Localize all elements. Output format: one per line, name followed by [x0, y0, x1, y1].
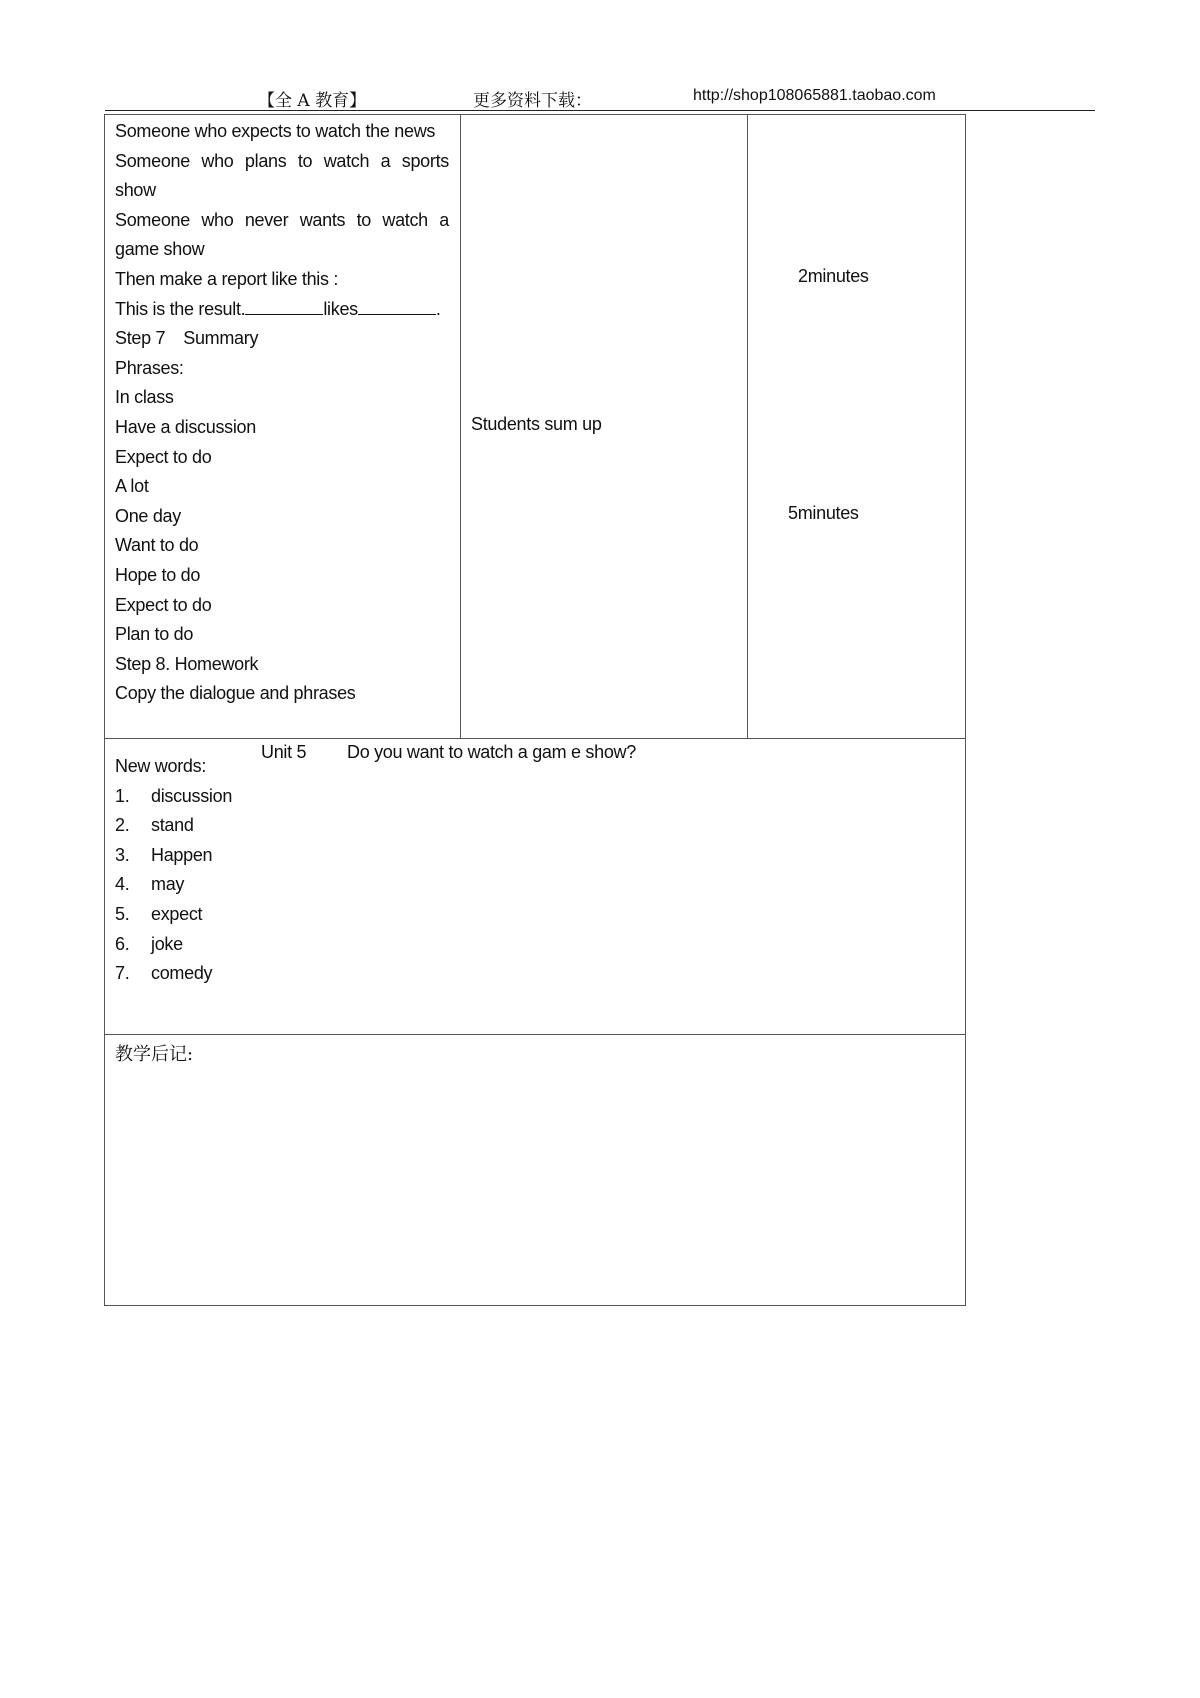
step7-label: Step 7 [115, 328, 166, 349]
report-text-b: likes [323, 298, 358, 319]
header-brand: 【全 A 教育】 [258, 91, 367, 111]
list-item [115, 959, 232, 989]
item-number: 5. [115, 903, 130, 924]
procedure-line-3: show [115, 180, 156, 201]
procedure-line-5: game show [115, 239, 205, 260]
row-divider-2 [104, 1034, 966, 1035]
word: Someone [115, 150, 190, 171]
student-activity: Students sum up [471, 414, 602, 434]
header-url: http://shop108065881.taobao.com [693, 87, 936, 104]
item-word: joke [151, 933, 183, 954]
word: sports [401, 150, 449, 171]
word: who [201, 150, 234, 171]
item-number: 3. [115, 844, 130, 865]
procedure-line-1: Someone who expects to watch the news [115, 121, 436, 141]
word: watch [323, 150, 370, 171]
phrase-item: Want to do [115, 535, 199, 556]
unit-title: Do you want to watch a gam e show? [347, 742, 636, 762]
item-number: 7. [115, 963, 130, 984]
step8-heading: Step 8. Homework [115, 653, 259, 674]
phrase-item: One day [115, 505, 181, 526]
phrases-heading: Phrases: [115, 357, 184, 378]
item-word: stand [151, 815, 194, 836]
report-text-a: This is the result. [115, 298, 246, 319]
teaching-notes-label: 教学后记: [115, 1044, 194, 1065]
column-divider-2 [747, 114, 748, 738]
phrase-item: A lot [115, 476, 149, 497]
time-estimate-1: 2minutes [798, 266, 869, 286]
report-instruction: Then make a report like this : [115, 268, 339, 289]
word: watch [382, 209, 428, 230]
page-header [0, 86, 1200, 112]
new-words-heading: New words: [115, 756, 207, 776]
item-number: 4. [115, 874, 130, 895]
row-divider-1 [104, 738, 966, 739]
item-number: 6. [115, 933, 130, 954]
item-word: expect [151, 903, 203, 924]
procedure-line-2 [115, 147, 449, 177]
phrase-item: Expect to do [115, 446, 212, 467]
word: a [380, 150, 391, 171]
item-word: comedy [151, 963, 213, 984]
phrase-item: In class [115, 387, 174, 408]
procedure-cell [115, 117, 449, 709]
homework-text: Copy the dialogue and phrases [115, 683, 356, 704]
word: a [439, 209, 449, 230]
blank-line [358, 298, 436, 315]
list-item [115, 930, 232, 960]
word: to [356, 209, 372, 230]
procedure-line-4 [115, 206, 449, 236]
word: who [201, 209, 234, 230]
list-item [115, 782, 232, 812]
word: wants [299, 209, 346, 230]
phrase-item: Hope to do [115, 564, 201, 585]
word: plans [244, 150, 287, 171]
item-word: discussion [151, 785, 233, 806]
step7-heading [115, 324, 449, 354]
report-template [115, 295, 449, 325]
list-item [115, 870, 232, 900]
blank-line [245, 298, 323, 315]
time-estimate-2: 5minutes [788, 503, 859, 523]
word: never [244, 209, 289, 230]
header-rule [105, 110, 1095, 111]
step7-title: Summary [183, 328, 259, 349]
header-more-label: 更多资料下载： [473, 91, 592, 111]
word: Someone [115, 209, 190, 230]
item-word: Happen [151, 844, 213, 865]
item-number: 2. [115, 815, 130, 836]
phrase-item: Plan to do [115, 624, 194, 645]
item-word: may [151, 874, 185, 895]
item-number: 1. [115, 785, 130, 806]
word: to [297, 150, 313, 171]
new-words-list [115, 752, 232, 989]
list-item [115, 900, 232, 930]
report-text-c: . [435, 298, 441, 319]
list-item [115, 841, 232, 871]
phrase-item: Expect to do [115, 594, 212, 615]
list-item [115, 811, 232, 841]
phrase-item: Have a discussion [115, 416, 256, 437]
column-divider-1 [460, 114, 461, 738]
unit-label: Unit 5 [261, 742, 307, 762]
